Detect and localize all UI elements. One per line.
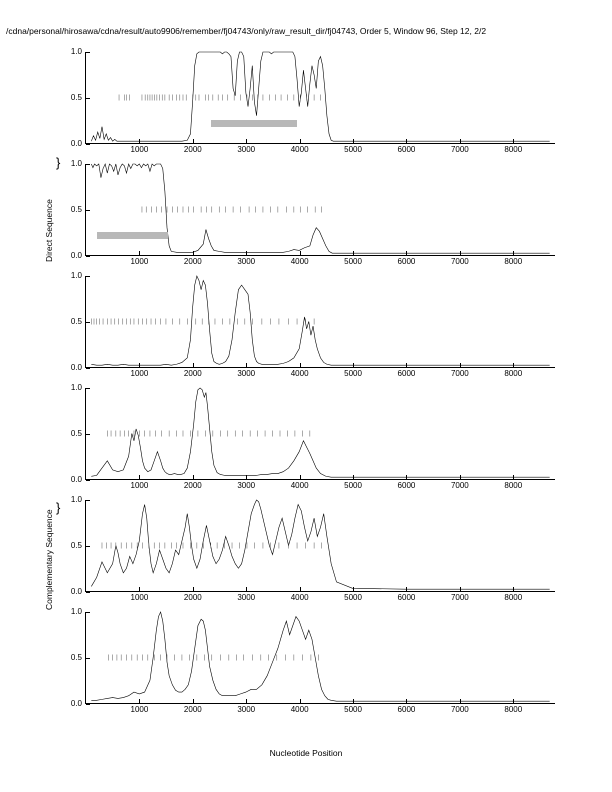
chart-panel — [0, 44, 612, 156]
chart-panel — [0, 492, 612, 604]
chart-panel — [0, 604, 612, 716]
data-trace-line — [91, 612, 549, 701]
x-axis-tick-label: 5000 — [344, 705, 362, 714]
data-trace-line — [91, 276, 549, 365]
y-axis-tick — [86, 144, 90, 145]
chart-panel — [0, 156, 612, 268]
plot-axes — [70, 383, 555, 490]
orf-region-bar — [211, 120, 297, 127]
y-axis-label-complementary-sequence: Complementary Sequence — [44, 509, 54, 610]
x-axis-tick-label: 8000 — [504, 593, 523, 602]
x-axis-tick-label: 4000 — [290, 257, 309, 266]
y-axis-tick-label: 0.0 — [70, 475, 82, 484]
y-axis-tick-label: 1.0 — [70, 383, 82, 392]
y-axis-tick-label: 0.0 — [70, 139, 82, 148]
y-axis-tick-label: 0.5 — [70, 317, 82, 326]
x-axis-tick-label: 5000 — [344, 257, 362, 266]
x-axis-tick-label: 3000 — [237, 257, 256, 266]
y-axis-tick-label: 0.0 — [70, 251, 82, 260]
x-axis-tick-label: 3000 — [237, 705, 256, 714]
y-axis-tick — [86, 704, 90, 705]
x-axis-tick-label: 5000 — [344, 481, 362, 490]
plot-axes — [70, 607, 555, 714]
x-axis-tick-label: 1000 — [130, 481, 149, 490]
x-axis-tick-label: 6000 — [397, 369, 416, 378]
y-axis-tick-label: 0.0 — [70, 699, 82, 708]
x-axis-tick-label: 8000 — [504, 145, 523, 154]
x-axis-tick-label: 5000 — [344, 145, 362, 154]
x-axis-tick-label: 7000 — [450, 481, 469, 490]
y-axis-tick-label: 0.5 — [70, 205, 82, 214]
brace-complementary: } — [56, 500, 61, 515]
x-axis-tick-label: 2000 — [183, 705, 202, 714]
y-axis-tick-label: 1.0 — [70, 271, 82, 280]
x-axis-tick-label: 8000 — [504, 369, 523, 378]
trace-svg — [86, 276, 555, 367]
x-axis-tick-label: 7000 — [450, 593, 469, 602]
x-axis-tick-label: 4000 — [290, 593, 309, 602]
x-axis-tick-label: 1000 — [130, 369, 149, 378]
trace-svg — [86, 612, 555, 703]
y-axis-tick-label: 1.0 — [70, 159, 82, 168]
x-axis-tick-label: 3000 — [237, 593, 256, 602]
y-axis-label-direct-sequence: Direct Sequence — [44, 199, 54, 262]
x-axis-tick-label: 1000 — [130, 705, 149, 714]
trace-svg — [86, 500, 555, 591]
x-axis-tick-label: 6000 — [397, 593, 416, 602]
x-axis-tick-label: 2000 — [183, 481, 202, 490]
x-axis-tick-label: 6000 — [397, 481, 416, 490]
x-axis-tick-label: 8000 — [504, 705, 523, 714]
x-axis-tick-label: 5000 — [344, 369, 362, 378]
data-trace-line — [91, 164, 549, 253]
y-axis-tick-label: 0.0 — [70, 363, 82, 372]
plot-axes — [70, 271, 555, 378]
plot-axes — [70, 495, 555, 602]
x-axis-tick-label: 2000 — [183, 369, 202, 378]
data-trace-line — [91, 388, 549, 477]
data-trace-line — [91, 500, 549, 589]
y-axis-tick-label: 0.5 — [70, 653, 82, 662]
x-axis-tick-label: 4000 — [290, 705, 309, 714]
x-axis-tick-label: 4000 — [290, 369, 309, 378]
x-axis-label: Nucleotide Position — [269, 748, 343, 758]
y-axis-tick — [86, 480, 90, 481]
x-axis-tick-label: 8000 — [504, 481, 523, 490]
plot-stack — [0, 44, 612, 716]
plot-axes — [70, 159, 555, 266]
x-axis-tick-label: 4000 — [290, 145, 309, 154]
y-axis-tick-label: 1.0 — [70, 495, 82, 504]
x-axis-tick-label: 7000 — [450, 705, 469, 714]
brace-direct: } — [56, 155, 61, 170]
x-axis-tick-label: 7000 — [450, 257, 469, 266]
x-axis-tick-label: 1000 — [130, 145, 149, 154]
y-axis-tick-label: 0.5 — [70, 541, 82, 550]
y-axis-tick-label: 0.0 — [70, 587, 82, 596]
x-axis-tick-label: 6000 — [397, 705, 416, 714]
x-axis-tick-label: 6000 — [397, 257, 416, 266]
x-axis-tick-label: 7000 — [450, 145, 469, 154]
chart-panel — [0, 268, 612, 380]
y-axis-tick-label: 0.5 — [70, 93, 82, 102]
x-axis-tick-label: 3000 — [237, 369, 256, 378]
trace-svg — [86, 52, 555, 143]
y-axis-tick-label: 1.0 — [70, 47, 82, 56]
x-axis-tick-label: 3000 — [237, 145, 256, 154]
x-axis-tick-label: 7000 — [450, 369, 469, 378]
y-axis-tick-label: 0.5 — [70, 429, 82, 438]
x-axis-tick-label: 6000 — [397, 145, 416, 154]
y-axis-tick — [86, 592, 90, 593]
orf-region-bar — [97, 232, 168, 239]
y-axis-tick — [86, 368, 90, 369]
x-axis-tick-label: 2000 — [183, 257, 202, 266]
trace-svg — [86, 164, 555, 255]
page-title: /cdna/personal/hirosawa/cdna/result/auto9906/remember/fj04743/only/raw_result_dir/fj04743, Order 5, Window 96, Step 12, 2/2 — [6, 26, 487, 36]
trace-svg — [86, 388, 555, 479]
x-axis-tick-label: 1000 — [130, 257, 149, 266]
x-axis-tick-label: 8000 — [504, 257, 523, 266]
x-axis-tick-label: 2000 — [183, 593, 202, 602]
y-axis-tick — [86, 256, 90, 257]
x-axis-tick-label: 3000 — [237, 481, 256, 490]
chart-panel — [0, 380, 612, 492]
x-axis-tick-label: 1000 — [130, 593, 149, 602]
plot-axes — [70, 47, 555, 154]
x-axis-tick-label: 5000 — [344, 593, 362, 602]
x-axis-tick-label: 4000 — [290, 481, 309, 490]
x-axis-tick-label: 2000 — [183, 145, 202, 154]
y-axis-tick-label: 1.0 — [70, 607, 82, 616]
